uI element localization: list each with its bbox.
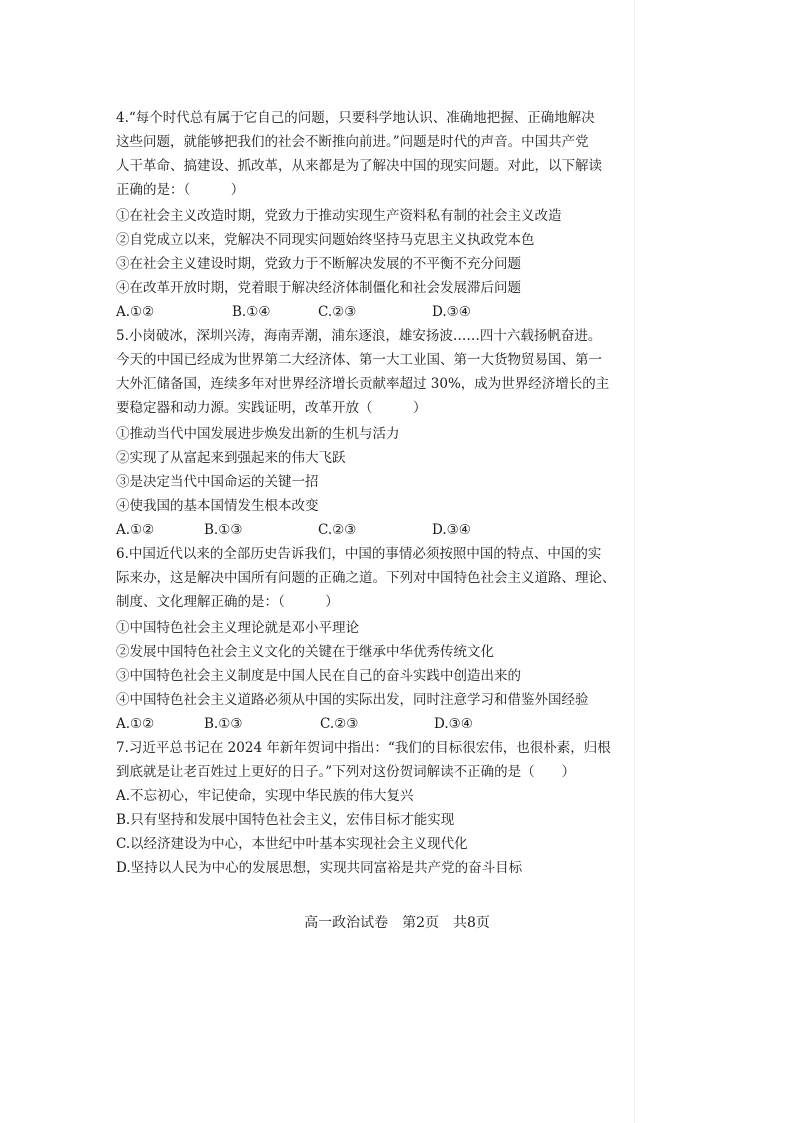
question-6-stem-line: 制度、文化理解正确的是：（ ） [116,594,339,610]
page-footer: 高一政治试卷 第2页 共8页 [304,915,490,931]
option-c[interactable]: C.②③ [318,304,357,320]
question-7-choice-d[interactable]: D.坚持以人民为中心的发展思想，实现共同富裕是共产党的奋斗目标 [116,860,523,876]
question-6-item: ④中国特色社会主义道路必须从中国的实际出发，同时注意学习和借鉴外国经验 [116,692,589,708]
option-a[interactable]: A.①② [116,522,155,538]
question-7-stem-line: 到底就是让老百姓过上更好的日子。”下列对这份贺词解读不正确的是（ ） [116,764,576,780]
question-5-item: ④使我国的基本国情发生根本改变 [116,498,319,514]
option-b[interactable]: B.①④ [232,304,271,320]
question-4-item: ①在社会主义改造时期，党致力于推动实现生产资料私有制的社会主义改造 [116,208,562,224]
question-6-item: ③中国特色社会主义制度是中国人民在自己的奋斗实践中创造出来的 [116,668,521,684]
question-4-stem-line: 人干革命、搞建设、抓改革，从来都是为了解决中国的现实问题。对此，以下解读 [116,158,602,174]
question-4-item: ③在社会主义建设时期，党致力于不断解决发展的不平衡不充分问题 [116,256,521,272]
question-6-options [116,714,556,734]
question-4-stem-line: 正确的是：（ ） [116,182,245,198]
question-5-item: ②实现了从富起来到强起来的伟大飞跃 [116,450,346,466]
option-a[interactable]: A.①② [116,716,155,732]
question-7-choice-c[interactable]: C.以经济建设为中心，本世纪中叶基本实现社会主义现代化 [116,836,468,852]
question-5-stem-line: 要稳定器和动力源。实践证明，改革开放（ ） [116,400,427,416]
question-4-item: ②自党成立以来，党解决不同现实问题始终坚持马克思主义执政党本色 [116,232,535,248]
question-4-item: ④在改革开放时期，党着眼于解决经济体制僵化和社会发展滞后问题 [116,280,521,296]
question-7-choice-a[interactable]: A.不忘初心，牢记使命，实现中华民族的伟大复兴 [116,788,414,804]
option-b[interactable]: B.①③ [204,522,243,538]
question-6-stem-line: 6.中国近代以来的全部历史告诉我们，中国的事情必须按照中国的特点、中国的实 [116,546,602,562]
page-edge-line [634,0,635,1123]
question-6-item: ①中国特色社会主义理论就是邓小平理论 [116,620,359,636]
option-b[interactable]: B.①③ [204,716,243,732]
option-d[interactable]: D.③④ [432,522,471,538]
question-5-options [116,520,556,540]
option-c[interactable]: C.②③ [320,716,359,732]
option-c[interactable]: C.②③ [318,522,357,538]
question-7-stem-line: 7.习近平总书记在 2024 年新年贺词中指出：“我们的目标很宏伟，也很朴素，归根 [116,740,611,756]
option-d[interactable]: D.③④ [434,716,473,732]
question-5-item: ③是决定当代中国命运的关键一招 [116,474,319,490]
option-a[interactable]: A.①② [116,304,155,320]
question-4-options [116,302,556,322]
question-5-item: ①推动当代中国发展进步焕发出新的生机与活力 [116,426,400,442]
question-5-stem-line: 今天的中国已经成为世界第二大经济体、第一大工业国、第一大货物贸易国、第一 [116,352,602,368]
question-7-choice-b[interactable]: B.只有坚持和发展中国特色社会主义，宏伟目标才能实现 [116,812,455,828]
option-d[interactable]: D.③④ [432,304,471,320]
question-6-item: ②发展中国特色社会主义文化的关键在于继承中华优秀传统文化 [116,644,494,660]
question-4-stem-line: 这些问题，就能够把我们的社会不断推向前进。”问题是时代的声音。中国共产党 [116,134,589,150]
question-4-stem-line: 4.“每个时代总有属于它自己的问题，只要科学地认识、准确地把握、正确地解决 [116,110,595,126]
question-5-stem-line: 5.小岗破冰，深圳兴涛，海南弄潮，浦东逐浪，雄安扬波……四十六载扬帆奋进。 [116,328,602,344]
question-5-stem-line: 大外汇储备国，连续多年对世界经济增长贡献率超过 30%，成为世界经济增长的主 [116,376,610,392]
question-6-stem-line: 际来办，这是解决中国所有问题的正确之道。下列对中国特色社会主义道路、理论、 [116,570,616,586]
